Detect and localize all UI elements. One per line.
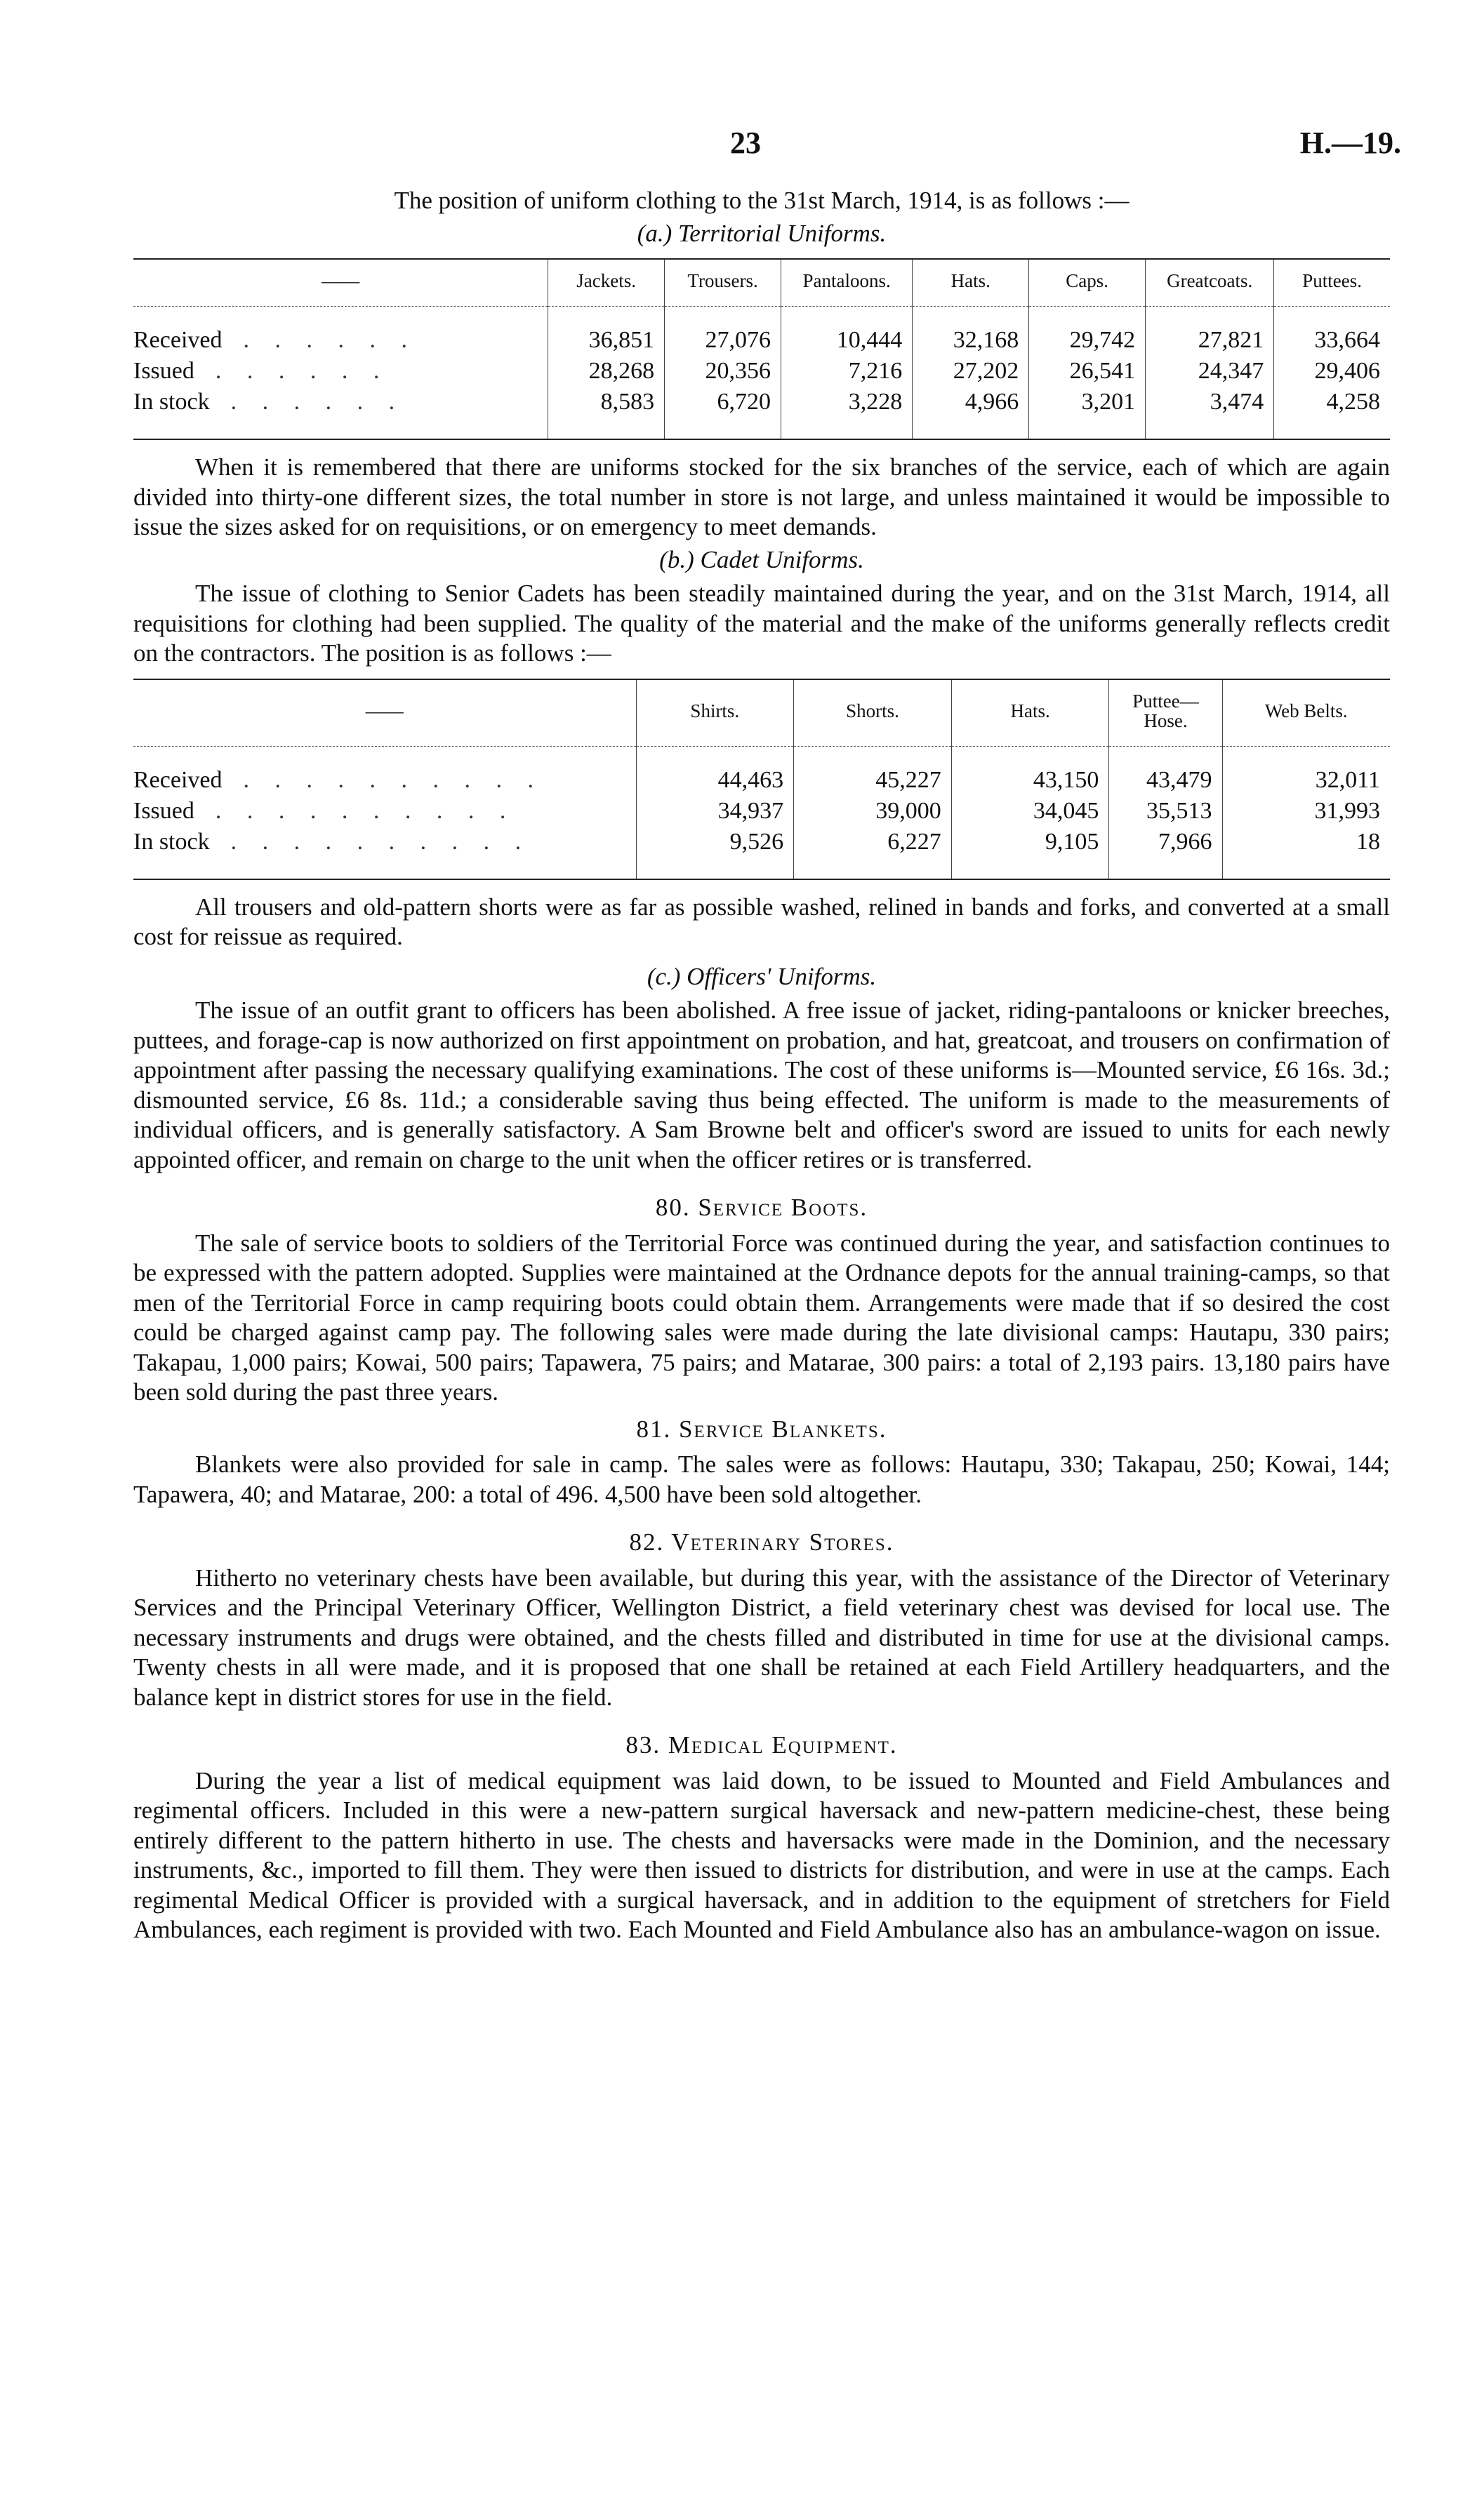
table-cell: 8,583 <box>548 387 665 418</box>
row-label: In stock <box>133 828 210 855</box>
section-paragraph: Blankets were also provided for sale in camp. The sales were as follows: Hautapu, 330; Takapau, 250; Kowai, 144; Tapawera, 40; and Matarae, 200: a total of 496. 4,500 have been sold altogether. <box>133 1451 1390 1508</box>
table-header-row <box>133 679 1390 747</box>
officers-paragraph: The issue of an outfit grant to officers has been abolished. A free issue of jacket, riding-pantaloons or knicker breeches, puttees, and forage-cap is now authorized on first appointment on probation, and hat, greatcoat, and trousers on confirmation of appointment after passing the necessary qualifying examinations. The cost of these uniforms is—Mounted service, £6 16s. 3d.; dismounted service, £6 8s. 11d.; a considerable saving thus being effected. The uniform is made to the measurements of individual officers, and is generally satisfactory. A Sam Browne belt and officer's sword are issued to units for each newly appointed officer, and remain on charge to the unit when the officer retires or is transferred. <box>133 996 1390 1173</box>
table-cell: 27,076 <box>665 325 781 356</box>
table-cell: 3,201 <box>1029 387 1146 418</box>
leader-dots: . . . . . . <box>243 327 417 353</box>
table-row <box>133 387 1390 418</box>
table-cell: 45,227 <box>794 765 952 796</box>
table-row <box>133 765 1390 796</box>
cadet-note: All trousers and old-pattern shorts were as far as possible washed, relined in bands and forks, and converted at a small cost for reissue as required. <box>133 893 1390 950</box>
intro-line: The position of uniform clothing to the 31st March, 1914, is as follows :— <box>394 187 1129 214</box>
row-label: In stock <box>133 389 210 415</box>
table-row <box>133 356 1390 387</box>
column-header: Hats. <box>913 259 1029 307</box>
table-cell: 18 <box>1222 827 1390 858</box>
column-header: Shirts. <box>636 679 794 747</box>
cadet-paragraph: The issue of clothing to Senior Cadets has been steadily maintained during the year, and on the 31st March, 1914, all requisitions for clothing had been supplied. The quality of the material and the make of the uniforms generally reflects credit on the contractors. The position is as follows :— <box>133 580 1390 667</box>
table-cell: 7,966 <box>1109 827 1222 858</box>
territorial-heading: (a.) Territorial Uniforms. <box>637 219 887 247</box>
table-cell: 7,216 <box>781 356 913 387</box>
table-cell: 44,463 <box>636 765 794 796</box>
document-reference: H.—19. <box>1299 126 1401 160</box>
leader-dots: . . . . . . <box>215 358 390 384</box>
column-header: Puttees. <box>1274 259 1390 307</box>
table-cell: 6,720 <box>665 387 781 418</box>
table-row <box>133 796 1390 827</box>
table-cell: 3,474 <box>1146 387 1274 418</box>
table-cell: 20,356 <box>665 356 781 387</box>
table-cell: 3,228 <box>781 387 913 418</box>
table-cell: 29,742 <box>1029 325 1146 356</box>
table-cell: 33,664 <box>1274 325 1390 356</box>
column-header: Greatcoats. <box>1146 259 1274 307</box>
section-title: 80. Service Boots. <box>655 1194 868 1221</box>
table-cell: 24,347 <box>1146 356 1274 387</box>
section-paragraph: Hitherto no veterinary chests have been available, but during this year, with the assistance of the Director of Veterinary Services and the Principal Veterinary Officer, Wellington District, a field veterinary chest was devised for local use. The necessary instruments and drugs were obtained, and the chests filled and distributed in time for use at the divisional camps. Twenty chests in all were made, and it is proposed that one shall be retained at each Field Artillery headquarters, and the balance kept in district stores for use in the field. <box>133 1564 1390 1711</box>
territorial-uniforms-table <box>133 258 1390 440</box>
table-cell: 29,406 <box>1274 356 1390 387</box>
column-header: Trousers. <box>665 259 781 307</box>
territorial-note: When it is remembered that there are uniforms stocked for the six branches of the service, each of which are again divided into thirty-one different sizes, the total number in store is not large, and unless maintained it would be impossible to issue the sizes asked for on requisitions, or on emergency to meet demands. <box>133 453 1390 540</box>
cadet-uniforms-table <box>133 679 1390 880</box>
row-label: Received <box>133 766 223 793</box>
table-cell: 6,227 <box>794 827 952 858</box>
table-cell: 43,479 <box>1109 765 1222 796</box>
table-cell: 43,150 <box>951 765 1109 796</box>
leader-dots: . . . . . . . . . . <box>243 766 543 793</box>
table-cell: 39,000 <box>794 796 952 827</box>
cadet-heading: (b.) Cadet Uniforms. <box>659 545 864 573</box>
column-header: Web Belts. <box>1222 679 1390 747</box>
column-header: Shorts. <box>794 679 952 747</box>
section-title: 82. Veterinary Stores. <box>629 1528 894 1556</box>
table-cell: 4,258 <box>1274 387 1390 418</box>
table-cell: 27,821 <box>1146 325 1274 356</box>
row-label: Issued <box>133 358 194 384</box>
leader-dots: . . . . . . <box>230 389 405 415</box>
table-cell: 4,966 <box>913 387 1029 418</box>
dash-header: —— <box>133 679 636 747</box>
leader-dots: . . . . . . . . . . <box>215 797 516 824</box>
table-cell: 31,993 <box>1222 796 1390 827</box>
section-title: 81. Service Blankets. <box>636 1415 887 1443</box>
leader-dots: . . . . . . . . . . <box>230 828 531 855</box>
officers-heading: (c.) Officers' Uniforms. <box>647 962 877 990</box>
column-header: Pantaloons. <box>781 259 913 307</box>
column-header: Puttee—Hose. <box>1109 679 1222 747</box>
table-cell: 34,937 <box>636 796 794 827</box>
table-cell: 9,526 <box>636 827 794 858</box>
column-header: Hats. <box>951 679 1109 747</box>
table-cell: 34,045 <box>951 796 1109 827</box>
table-cell: 26,541 <box>1029 356 1146 387</box>
table-cell: 35,513 <box>1109 796 1222 827</box>
dash-header: —— <box>133 259 548 307</box>
row-label: Issued <box>133 797 194 824</box>
section-paragraph: The sale of service boots to soldiers of the Territorial Force was continued during the year, and satisfaction continues to be expressed with the pattern adopted. Supplies were maintained at the Ordnance depots for the annual training-camps, so that men of the Territorial Force in camp requiring boots could obtain them. Arrangements were made that if so desired the cost could be charged against camp pay. The following sales were made during the late divisional camps: Hautapu, 330 pairs; Takapau, 1,000 pairs; Kowai, 500 pairs; Tapawera, 75 pairs; and Matarae, 300 pairs: a total of 2,193 pairs. 13,180 pairs have been sold during the past three years. <box>133 1229 1390 1406</box>
section-paragraph: During the year a list of medical equipment was laid down, to be issued to Mounted and Field Ambulances and regimental officers. Included in this were a new-pattern surgical haversack and new-pattern medicine-chest, these being entirely different to the pattern hitherto in use. The chests and haversacks were made in the Dominion, and the necessary instruments, &c., imported to fill them. They were then issued to districts for distribution, and were in use at the camps. Each regimental Medical Officer is provided with a surgical haversack, and in addition to the equipment of stretchers for Field Ambulances, each regiment is provided with two. Each Mounted and Field Ambulance also has an ambulance-wagon on issue. <box>133 1766 1390 1943</box>
table-cell: 28,268 <box>548 356 665 387</box>
table-cell: 32,168 <box>913 325 1029 356</box>
table-cell: 36,851 <box>548 325 665 356</box>
table-row <box>133 827 1390 858</box>
column-header: Jackets. <box>548 259 665 307</box>
column-header: Caps. <box>1029 259 1146 307</box>
table-cell: 10,444 <box>781 325 913 356</box>
page-number: 23 <box>730 126 761 160</box>
page-body <box>133 119 1390 1945</box>
table-header-row <box>133 259 1390 307</box>
table-cell: 27,202 <box>913 356 1029 387</box>
row-label: Received <box>133 327 223 353</box>
table-cell: 9,105 <box>951 827 1109 858</box>
table-row <box>133 325 1390 356</box>
section-title: 83. Medical Equipment. <box>625 1731 898 1759</box>
table-cell: 32,011 <box>1222 765 1390 796</box>
